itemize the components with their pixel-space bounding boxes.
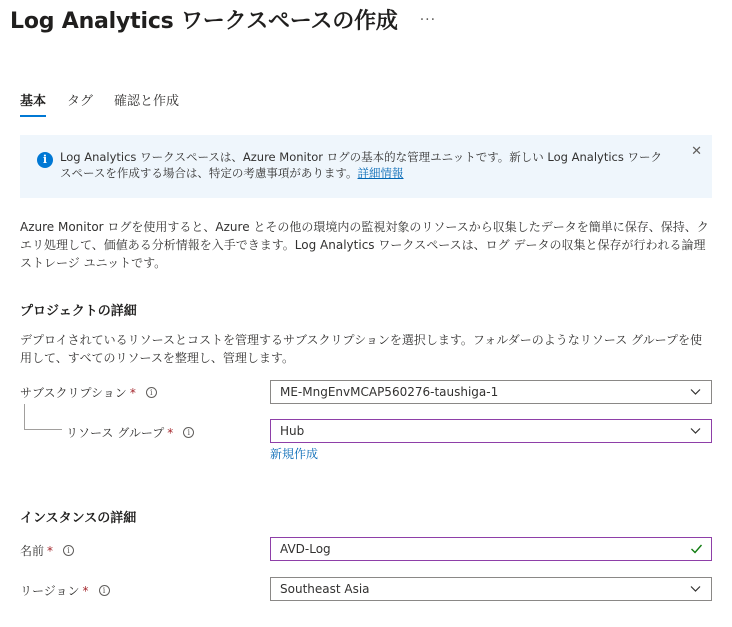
project-details-heading: プロジェクトの詳細 — [20, 304, 137, 319]
close-icon[interactable]: ✕ — [691, 144, 702, 159]
chevron-down-icon — [690, 583, 701, 594]
info-tooltip-icon[interactable]: i — [63, 545, 74, 556]
workspace-name-value: AVD-Log — [280, 542, 331, 556]
tab-basics[interactable]: 基本 — [20, 90, 46, 117]
learn-more-link[interactable]: 詳細情報 — [357, 166, 404, 180]
info-banner — [20, 135, 712, 198]
required-marker: * — [167, 425, 174, 440]
chevron-down-icon — [690, 386, 701, 397]
name-label — [20, 542, 74, 559]
chevron-down-icon — [690, 425, 701, 436]
title-row — [10, 4, 436, 35]
project-details-description: デプロイされているリソースとコストを管理するサブスクリプションを選択します。フォルダーのようなリソース グループを使用して、すべてのリソースを整理し、管理します。 — [20, 333, 703, 365]
subscription-label — [20, 384, 157, 401]
create-new-resource-group-link[interactable]: 新規作成 — [270, 447, 319, 461]
required-marker: * — [129, 385, 136, 400]
page-title: Log Analytics ワークスペースの作成 — [10, 9, 398, 34]
tab-review-create[interactable]: 確認と作成 — [114, 94, 180, 109]
resource-group-label — [66, 424, 194, 441]
subscription-value: ME-MngEnvMCAP560276-taushiga-1 — [280, 385, 499, 399]
required-marker: * — [82, 583, 89, 598]
resource-group-dropdown[interactable] — [270, 419, 712, 443]
workspace-name-input[interactable] — [270, 537, 712, 561]
info-tooltip-icon[interactable]: i — [146, 387, 157, 398]
resource-group-label-text: リソース グループ — [66, 426, 165, 440]
region-label — [20, 582, 110, 599]
info-banner-message: Log Analytics ワークスペースは、Azure Monitor ログの基本的な管理ユニットです。新しい Log Analytics ワークスペースを作成する場合は、特定の考慮事項があります。 — [60, 150, 662, 180]
info-banner-text — [60, 149, 672, 181]
region-label-text: リージョン — [20, 584, 80, 598]
checkmark-icon — [690, 542, 703, 555]
required-marker: * — [47, 543, 54, 558]
intro-description: Azure Monitor ログを使用すると、Azure とその他の環境内の監視対象のリソースから収集したデータを簡単に保存、保持、クエリ処理して、価値ある分析情報を入手できます。Log Analytics ワークスペースは、ログ データの収集と保存が行われる論理ストレージ ユニットです。 — [20, 220, 709, 270]
region-dropdown[interactable] — [270, 577, 712, 601]
tab-bar — [20, 90, 200, 117]
region-value: Southeast Asia — [280, 582, 370, 596]
instance-details-heading: インスタンスの詳細 — [20, 511, 137, 526]
more-options-button[interactable]: ··· — [419, 11, 437, 28]
subscription-dropdown[interactable] — [270, 380, 712, 404]
info-tooltip-icon[interactable]: i — [183, 427, 194, 438]
info-tooltip-icon[interactable]: i — [99, 585, 110, 596]
info-icon: i — [37, 152, 53, 168]
tree-connector — [24, 404, 62, 430]
name-label-text: 名前 — [20, 544, 45, 558]
resource-group-value: Hub — [280, 424, 305, 438]
subscription-label-text: サブスクリプション — [20, 386, 127, 400]
tab-tags[interactable]: タグ — [67, 94, 94, 109]
